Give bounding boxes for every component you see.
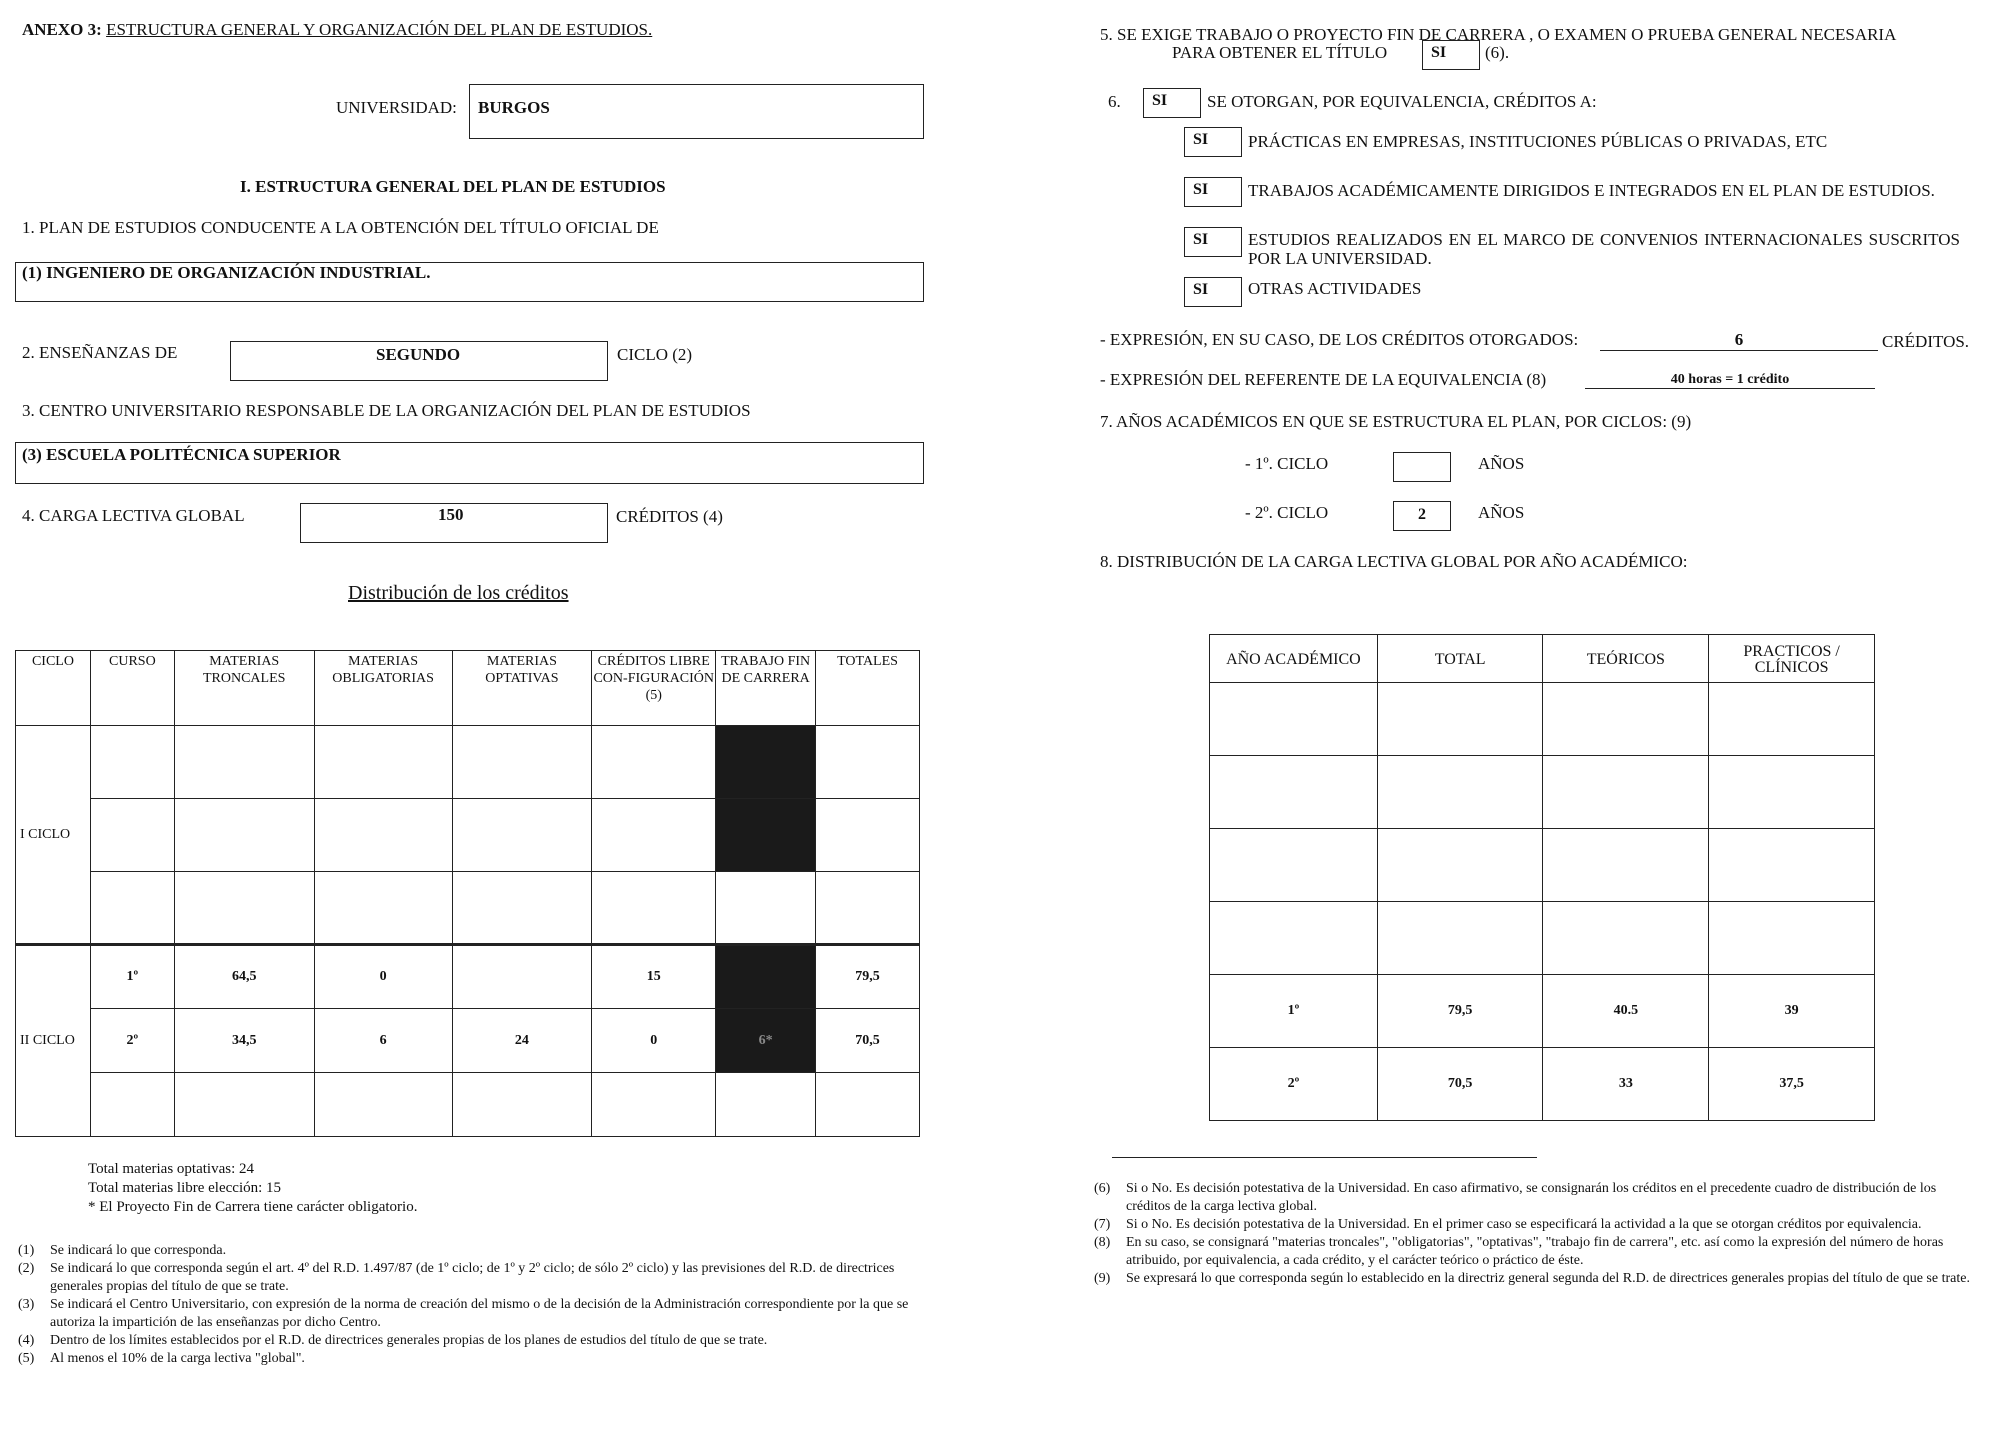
section-title: I. ESTRUCTURA GENERAL DEL PLAN DE ESTUDIOS bbox=[240, 177, 666, 196]
theoretical-cell: 33 bbox=[1543, 1048, 1709, 1121]
footnote bbox=[18, 1260, 918, 1296]
footnote-number: (5) bbox=[18, 1351, 35, 1366]
footnote-number: (9) bbox=[1094, 1271, 1111, 1286]
item6-num: 6. bbox=[1108, 92, 1121, 111]
optativas-cell bbox=[452, 945, 592, 1009]
expr-credits-label: - EXPRESIÓN, EN SU CASO, DE LOS CRÉDITOS OTORGADOS: bbox=[1100, 330, 1579, 349]
footnote-text: Si o No. Es decisión potestativa de la Universidad. En el primer caso se especificará la actividad a la que se otorgan créditos por equivalencia. bbox=[1126, 1217, 1922, 1232]
footnote-number: (1) bbox=[18, 1243, 35, 1258]
item4-label: 4. CARGA LECTIVA GLOBAL bbox=[22, 506, 245, 525]
footnote bbox=[18, 1242, 918, 1260]
expr-credits-value: 6 bbox=[1600, 330, 1878, 351]
years-label: AÑOS bbox=[1478, 454, 1525, 473]
troncales-cell: 64,5 bbox=[174, 945, 314, 1009]
table-row bbox=[1210, 975, 1875, 1048]
footnote bbox=[1094, 1180, 1984, 1216]
col-troncales: MATERIAS TRONCALES bbox=[174, 651, 314, 726]
degree-value: (1) INGENIERO DE ORGANIZACIÓN INDUSTRIAL. bbox=[22, 263, 431, 282]
table-row bbox=[1210, 902, 1875, 975]
footnote bbox=[1094, 1216, 1984, 1234]
item2-label: 2. ENSEÑANZAS DE bbox=[22, 343, 178, 362]
footnote-text: Se indicará el Centro Universitario, con expresión de la norma de creación del mismo o de la decisión de la Administración correspondiente por la que se autoriza la impartición de las enseñanzas por dicho Centro. bbox=[50, 1297, 909, 1330]
cycle1-box bbox=[1393, 452, 1451, 482]
load-value: 150 bbox=[438, 505, 464, 524]
footnote-number: (6) bbox=[1094, 1181, 1111, 1196]
equiv-box: SI bbox=[1184, 127, 1242, 157]
col-optativas: MATERIAS OPTATIVAS bbox=[452, 651, 592, 726]
year-cell: 1º bbox=[1210, 975, 1378, 1048]
note-line: Total materias optativas: 24 bbox=[88, 1161, 254, 1177]
item5-line2: PARA OBTENER EL TÍTULO bbox=[1172, 43, 1388, 62]
optativas-cell: 24 bbox=[452, 1009, 592, 1073]
libre-cell: 15 bbox=[592, 945, 716, 1009]
col-theoretical: TEÓRICOS bbox=[1543, 635, 1709, 683]
col-year: AÑO ACADÉMICO bbox=[1210, 635, 1378, 683]
col-totales: TOTALES bbox=[816, 651, 920, 726]
annex-heading bbox=[22, 20, 652, 40]
footnote-number: (7) bbox=[1094, 1217, 1111, 1232]
footnote bbox=[18, 1296, 918, 1332]
item5-box: SI bbox=[1422, 40, 1480, 70]
equiv-text: OTRAS ACTIVIDADES bbox=[1248, 279, 1422, 298]
obligatorias-cell: 6 bbox=[314, 1009, 452, 1073]
item6-label: SE OTORGAN, POR EQUIVALENCIA, CRÉDITOS A: bbox=[1207, 92, 1597, 111]
annex-title: ESTRUCTURA GENERAL Y ORGANIZACIÓN DEL PLAN DE ESTUDIOS. bbox=[106, 20, 653, 39]
ciclo2-label: II CICLO bbox=[16, 945, 91, 1137]
expr-credits-suffix: CRÉDITOS. bbox=[1882, 332, 1970, 351]
equiv-text: PRÁCTICAS EN EMPRESAS, INSTITUCIONES PÚBLICAS O PRIVADAS, ETC bbox=[1248, 132, 1828, 151]
curso-cell: 2º bbox=[90, 1009, 174, 1073]
item4-suffix: CRÉDITOS (4) bbox=[616, 507, 723, 526]
item6-box: SI bbox=[1143, 88, 1201, 118]
practical-cell: 37,5 bbox=[1709, 1048, 1875, 1121]
table-row bbox=[16, 1073, 920, 1137]
total-cell: 70,5 bbox=[1377, 1048, 1543, 1121]
center-value: (3) ESCUELA POLITÉCNICA SUPERIOR bbox=[22, 445, 341, 464]
footnote-text: Al menos el 10% de la carga lectiva "global". bbox=[50, 1351, 305, 1366]
university-value: BURGOS bbox=[478, 98, 550, 117]
footnote-number: (8) bbox=[1094, 1235, 1111, 1250]
table-row bbox=[1210, 1048, 1875, 1121]
totals-notes bbox=[88, 1160, 417, 1217]
footnote bbox=[1094, 1234, 1984, 1270]
equiv-text: TRABAJOS ACADÉMICAMENTE DIRIGIDOS E INTEGRADOS EN EL PLAN DE ESTUDIOS. bbox=[1248, 181, 1935, 200]
annex-prefix: ANEXO 3: bbox=[22, 20, 102, 39]
note-line: * El Proyecto Fin de Carrera tiene carácter obligatorio. bbox=[88, 1199, 418, 1215]
table-row bbox=[1210, 683, 1875, 756]
totales-cell: 70,5 bbox=[816, 1009, 920, 1073]
ciclo1-label: I CICLO bbox=[16, 726, 91, 945]
right-footnotes bbox=[1094, 1180, 1984, 1288]
table-row bbox=[1210, 829, 1875, 902]
footnote-text: En su caso, se consignará "materias troncales", "obligatorias", "optativas", "trabajo fin de carrera", etc. así como la expresión del número de horas atribuido, por equivalencia, a cada crédito, y el carácter teórico o práctico de éste. bbox=[1126, 1235, 1944, 1268]
col-obligatorias: MATERIAS OBLIGATORIAS bbox=[314, 651, 452, 726]
libre-cell: 0 bbox=[592, 1009, 716, 1073]
item5-suffix: (6). bbox=[1485, 43, 1510, 62]
item3-label: 3. CENTRO UNIVERSITARIO RESPONSABLE DE LA ORGANIZACIÓN DEL PLAN DE ESTUDIOS bbox=[22, 401, 751, 420]
left-footnotes bbox=[18, 1242, 918, 1368]
col-practical: PRACTICOS / CLÍNICOS bbox=[1709, 635, 1875, 683]
table-row bbox=[16, 726, 920, 799]
theoretical-cell: 40.5 bbox=[1543, 975, 1709, 1048]
item1-label: 1. PLAN DE ESTUDIOS CONDUCENTE A LA OBTENCIÓN DEL TÍTULO OFICIAL DE bbox=[22, 218, 659, 237]
cycle2-label: - 2º. CICLO bbox=[1245, 503, 1329, 522]
yearly-header-row bbox=[1210, 635, 1875, 683]
credits-table bbox=[15, 650, 920, 1137]
table-row bbox=[16, 1009, 920, 1073]
yearly-load-table bbox=[1209, 634, 1875, 1121]
troncales-cell: 34,5 bbox=[174, 1009, 314, 1073]
col-ciclo: CICLO bbox=[16, 651, 91, 726]
footnote bbox=[18, 1350, 918, 1368]
credits-header-row bbox=[16, 651, 920, 726]
col-libre: CRÉDITOS LIBRE CON-FIGURACIÓN (5) bbox=[592, 651, 716, 726]
footnote-number: (4) bbox=[18, 1333, 35, 1348]
years-label: AÑOS bbox=[1478, 503, 1525, 522]
footnote-number: (2) bbox=[18, 1261, 35, 1276]
table-row bbox=[16, 872, 920, 945]
curso-cell: 1º bbox=[90, 945, 174, 1009]
col-total: TOTAL bbox=[1377, 635, 1543, 683]
expr-ref-value: 40 horas = 1 crédito bbox=[1585, 372, 1875, 389]
footnote-number: (3) bbox=[18, 1297, 35, 1312]
practical-cell: 39 bbox=[1709, 975, 1875, 1048]
col-trabajo: TRABAJO FIN DE CARRERA bbox=[716, 651, 816, 726]
total-cell: 79,5 bbox=[1377, 975, 1543, 1048]
footnote-text: Dentro de los límites establecidos por el R.D. de directrices generales propias de los planes de estudios del título de que se trate. bbox=[50, 1333, 768, 1348]
item2-suffix: CICLO (2) bbox=[617, 345, 693, 364]
trabajo-cell bbox=[716, 945, 816, 1009]
item7-label: 7. AÑOS ACADÉMICOS EN QUE SE ESTRUCTURA EL PLAN, POR CICLOS: (9) bbox=[1100, 412, 1692, 431]
footnote-text: Se indicará lo que corresponda según el art. 4º del R.D. 1.497/87 (de 1º ciclo; de 1º y 2º ciclo; de sólo 2º ciclo) y las previsiones del R.D. de directrices generales propias del título de que se trate. bbox=[50, 1261, 895, 1294]
cycle2-box: 2 bbox=[1393, 501, 1451, 531]
trabajo-cell: 6* bbox=[716, 1009, 816, 1073]
table-row bbox=[16, 799, 920, 872]
equiv-box: SI bbox=[1184, 277, 1242, 307]
distribution-title: Distribución de los créditos bbox=[348, 582, 569, 604]
footnote-text: Se expresará lo que corresponda según lo establecido en la directriz general segunda del R.D. de directrices generales propias del título de que se trate. bbox=[1126, 1271, 1970, 1286]
expr-ref-label: - EXPRESIÓN DEL REFERENTE DE LA EQUIVALENCIA (8) bbox=[1100, 370, 1547, 389]
item5-line1: 5. SE EXIGE TRABAJO O PROYECTO FIN DE CARRERA , O EXAMEN O PRUEBA GENERAL NECESARIA bbox=[1100, 25, 1897, 44]
footnote bbox=[1094, 1270, 1984, 1288]
totales-cell: 79,5 bbox=[816, 945, 920, 1009]
table-row bbox=[1210, 756, 1875, 829]
cycle1-label: - 1º. CICLO bbox=[1245, 454, 1329, 473]
note-line: Total materias libre elección: 15 bbox=[88, 1180, 282, 1196]
table-row bbox=[16, 945, 920, 1009]
footnote bbox=[18, 1332, 918, 1350]
col-curso: CURSO bbox=[90, 651, 174, 726]
equiv-box: SI bbox=[1184, 177, 1242, 207]
cycle-value: SEGUNDO bbox=[376, 345, 461, 364]
year-cell: 2º bbox=[1210, 1048, 1378, 1121]
item8-label: 8. DISTRIBUCIÓN DE LA CARGA LECTIVA GLOBAL POR AÑO ACADÉMICO: bbox=[1100, 552, 1688, 571]
footnote-divider bbox=[1112, 1157, 1537, 1158]
equiv-text: ESTUDIOS REALIZADOS EN EL MARCO DE CONVENIOS INTERNACIONALES SUSCRITOS POR LA UNIVERSIDAD. bbox=[1248, 230, 1960, 268]
footnote-text: Si o No. Es decisión potestativa de la Universidad. En caso afirmativo, se consignarán los créditos en el precedente cuadro de distribución de los créditos de la carga lectiva global. bbox=[1126, 1181, 1937, 1214]
footnote-text: Se indicará lo que corresponda. bbox=[50, 1243, 227, 1258]
obligatorias-cell: 0 bbox=[314, 945, 452, 1009]
university-label: UNIVERSIDAD: bbox=[336, 98, 457, 117]
equiv-box: SI bbox=[1184, 227, 1242, 257]
